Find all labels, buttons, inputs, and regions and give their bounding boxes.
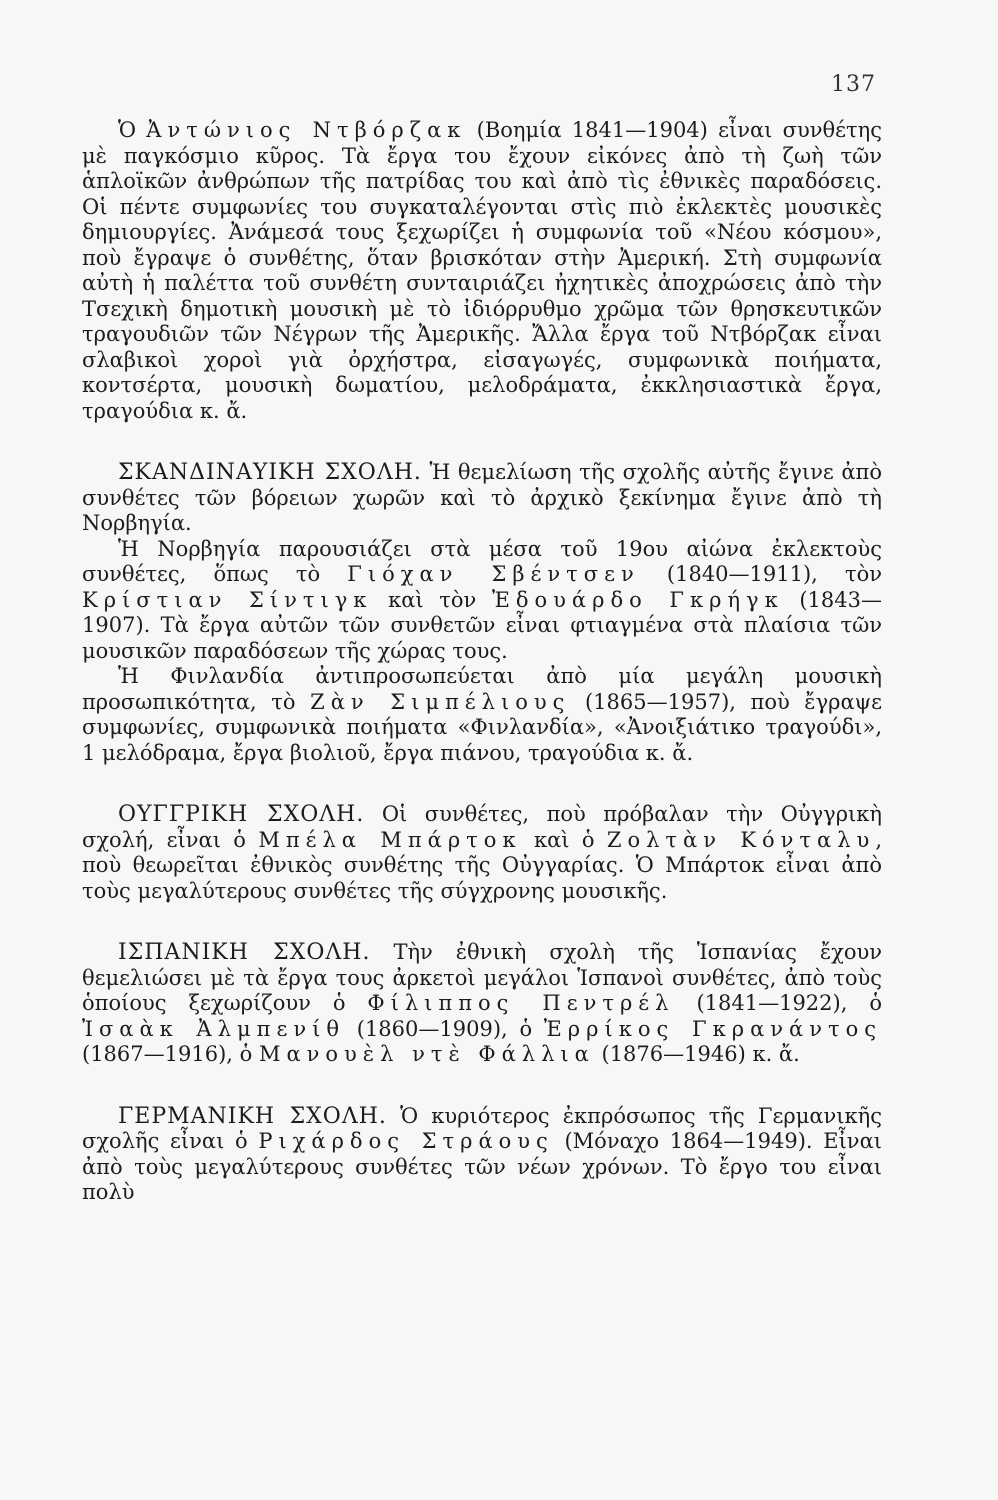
paragraph-spanish xyxy=(82,940,882,1068)
paragraph-scandinavian-intro xyxy=(82,460,882,537)
composer-name: Μανουὲλ ντὲ Φάλλια xyxy=(258,1042,595,1066)
composer-name: Ἰσαὰκ Ἀλμπενίθ xyxy=(82,1016,345,1041)
section-heading-spanish: ΙΣΠΑΝΙΚΗ ΣΧΟΛΗ. xyxy=(118,940,371,965)
text-run: Ἡ θεμελίωση τῆς σχολῆς αὐτῆς ἔγινε ἀπὸ συνθέτες τῶν βόρειων χωρῶν καὶ τὸ ἀρχικὸ ξεκίνημα ἔγινε ἀπὸ τὴ Νορβηγία. xyxy=(82,460,882,535)
composer-name: Ἐδουάρδο Γκρήγκ xyxy=(491,587,784,612)
paragraph-german xyxy=(82,1104,882,1206)
paragraph-finland xyxy=(82,664,882,766)
text-run: Τὴν ἐθνικὴ σχολὴ τῆς Ἱσπανίας ἔχουν θεμελιώσει μὲ τὰ ἔργα τους ἀρκετοὶ μεγάλοι Ἱσπανοὶ συνθέτες, ἀπὸ τοὺς ὁποίους ξεχωρίζουν ὁ xyxy=(82,940,882,1015)
text-run: Ὁ xyxy=(118,118,147,142)
composer-name: Ζολτὰν Κόνταλυ xyxy=(606,827,876,852)
text-run: (Βοημία 1841—1904) εἶναι συνθέτης μὲ παγκόσμιο κῦρος. Τὰ ἔργα του ἔχουν εἰκόνες ἀπὸ τὴ ζωὴ τῶν ἁπλοϊκῶν ἀνθρώπων τῆς πατρίδας του καὶ ἀπὸ τὶς ἐθνικὲς παραδόσεις. Οἱ πέντε συμφωνίες του συγκαταλέγονται στὶς πιὸ ἐκλεκτὲς μουσικὲς δημιουργίες. Ἀνάμεσά τους ξεχωρίζει ἡ συμφωνία τοῦ «Νέου κόσμου», ποὺ ἔγραψε ὁ συνθέτης, ὅταν βρισκόταν στὴν Ἀμερική. Στὴ συμφωνία αὐτὴ ἡ παλέττα τοῦ συνθέτη συνταιριάζει ἠχητικὲς ἀποχρώσεις ἀπὸ τὴν Τσεχικὴ δημοτικὴ μουσικὴ μὲ τὸ ἰδιόρρυθμο χρῶμα τῶν θρησκευτικῶν τραγουδιῶν τῶν Νέγρων τῆς Ἀμερικῆς. Ἄλλα ἔργα τοῦ Ντβόρζακ εἶναι σλαβικοὶ χοροὶ γιὰ ὀρχήστρα, εἰσαγωγές, συμφωνικὰ ποιήματα, κοντσέρτα, μουσικὴ δωματίου, μελοδράματα, ἐκκλησιαστικὰ ἔργα, τραγούδια κ. ἄ. xyxy=(82,118,882,423)
section-heading-german: ΓΕΡΜΑΝΙΚΗ ΣΧΟΛΗ. xyxy=(118,1103,387,1129)
paragraph-norway xyxy=(82,537,882,665)
text-run: καὶ τὸν xyxy=(372,587,492,612)
section-heading-hungarian: ΟΥΓΓΡΙΚΗ ΣΧΟΛΗ. xyxy=(118,802,365,827)
composer-name: Ζὰν Σιμπέλιους xyxy=(310,689,571,714)
paragraph-dvorak xyxy=(82,118,882,424)
section-heading-scandinavian: ΣΚΑΝΔΙΝΑΥΙΚΗ ΣΧΟΛΗ. xyxy=(118,460,422,485)
composer-name: Ἀντώνιος Ντβόρζακ xyxy=(146,118,467,142)
composer-name: Φίλιππος Πεντρέλ xyxy=(367,991,675,1015)
text-run: (1841—1922), ὁ xyxy=(674,991,882,1015)
composer-name: Γιόχαν Σβέντσεν xyxy=(347,562,640,586)
text-run: καὶ ὁ xyxy=(521,827,607,852)
composer-name: Κρίστιαν Σίντιγκ xyxy=(82,587,373,612)
text-run: Οἱ συνθέτες, ποὺ πρόβαλαν τὴν Οὐγγρικὴ σχολή, εἶναι ὁ xyxy=(82,802,882,852)
text-run: (1840—1911), τὸν xyxy=(639,562,883,586)
composer-name: Ριχάρδος Στράους xyxy=(258,1129,554,1153)
text-run: (1865—1957), ποὺ ἔγραψε συμφωνίες, συμφωνικὰ ποιήματα «Φινλανδία», «Ἀνοιξιάτικο τραγούδι», 1 μελόδραμα, ἔργα βιολιοῦ, ἔργα πιάνου, τραγούδια κ. ἄ. xyxy=(82,689,882,765)
composer-name: Μπέλα Μπάρτοκ xyxy=(258,827,522,852)
text-run: Ἡ Φινλανδία ἀντιπροσωπεύεται ἀπὸ μία μεγάλη μουσικὴ προσωπικότητα, τὸ xyxy=(82,664,882,714)
page-number: 137 xyxy=(831,72,876,97)
text-run: (1860—1909), ὁ xyxy=(344,1016,544,1041)
text-run: (1867—1916), ὁ xyxy=(82,1042,259,1066)
page-body xyxy=(82,118,882,1206)
paragraph-hungarian xyxy=(82,802,882,904)
composer-name: Ἐρρίκος Γκρανάντος xyxy=(543,1016,882,1041)
text-run: Ὁ κυριότερος ἐκπρόσωπος τῆς Γερμανικῆς σχολῆς εἶναι ὁ xyxy=(82,1103,883,1153)
text-run: , ποὺ θεωρεῖται ἐθνικὸς συνθέτης τῆς Οὐγγαρίας. Ὁ Μπάρτοκ εἶναι ἀπὸ τοὺς μεγαλύτερους συνθέτες τῆς σύγχρονης μουσικῆς. xyxy=(82,827,882,903)
text-run: (1843—1907). Τὰ ἔργα αὐτῶν τῶν συνθετῶν εἶναι φτιαγμένα στὰ πλαίσια τῶν μουσικῶν παραδόσεων τῆς χώρας τους. xyxy=(82,587,882,663)
text-run: (1876—1946) κ. ἄ. xyxy=(594,1042,800,1066)
text-run: Ἡ Νορβηγία παρουσιάζει στὰ μέσα τοῦ 19ου αἰώνα ἐκλεκτοὺς συνθέτες, ὅπως τὸ xyxy=(82,536,882,586)
text-run: (Μόναχο 1864—1949). Εἶναι ἀπὸ τοὺς μεγαλύτερους συνθέτες τῶν νέων χρόνων. Τὸ ἔργο του εἶναι πολὺ xyxy=(82,1129,882,1204)
